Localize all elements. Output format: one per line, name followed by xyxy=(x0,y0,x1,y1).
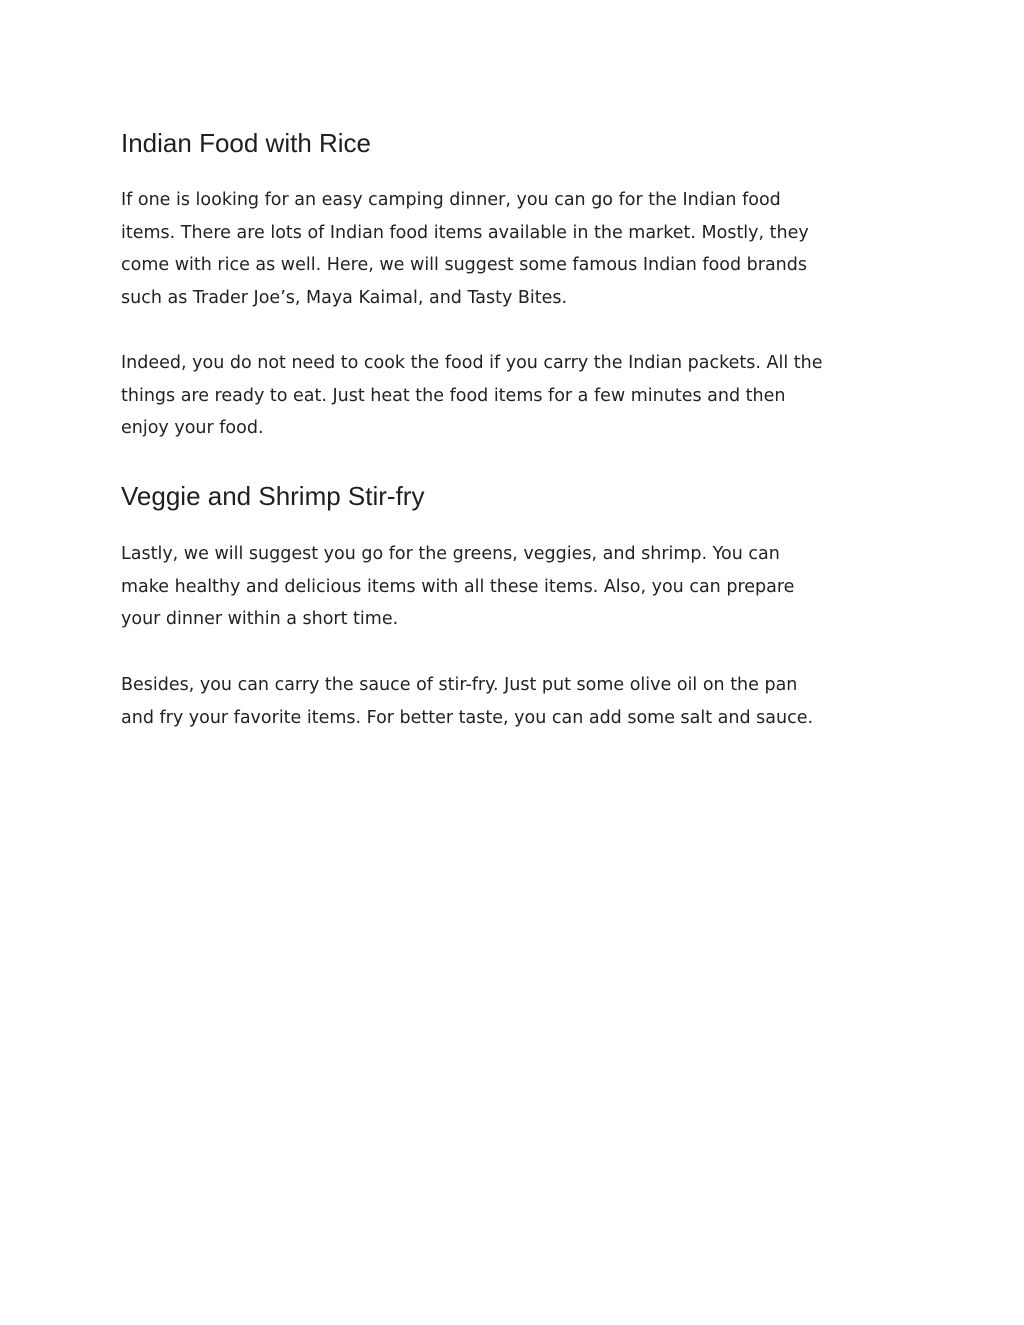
paragraph-line: and fry your favorite items. For better taste, you can add some salt and sauce. xyxy=(121,707,814,728)
paragraph-line: Indeed, you do not need to cook the food if you carry the Indian packets. All the xyxy=(121,353,823,373)
paragraph-line: your dinner within a short time. xyxy=(121,609,399,630)
paragraph-line: make healthy and delicious items with all these items. Also, you can prepare xyxy=(121,576,795,597)
paragraph-line: things are ready to eat. Just heat the food items for a few minutes and then xyxy=(121,385,786,406)
paragraph-stir-fry-sauce xyxy=(121,669,813,734)
paragraph-line: such as Trader Joe’s, Maya Kaimal, and Tasty Bites. xyxy=(121,288,568,309)
paragraph-line: Lastly, we will suggest you go for the greens, veggies, and shrimp. You can xyxy=(121,544,780,564)
section-heading-stir-fry: Veggie and Shrimp Stir-fry xyxy=(121,481,425,511)
paragraph-stir-fry-intro xyxy=(121,538,794,636)
paragraph-line: Besides, you can carry the sauce of stir-fry. Just put some olive oil on the pan xyxy=(121,675,798,695)
paragraph-line: come with rice as well. Here, we will suggest some famous Indian food brands xyxy=(121,255,808,276)
paragraph-indian-ready xyxy=(121,347,822,445)
paragraph-line: enjoy your food. xyxy=(121,418,264,439)
paragraph-line: If one is looking for an easy camping dinner, you can go for the Indian food xyxy=(121,190,781,210)
paragraph-line: items. There are lots of Indian food items available in the market. Mostly, they xyxy=(121,222,809,243)
section-heading-indian-food: Indian Food with Rice xyxy=(121,128,372,158)
paragraph-indian-intro xyxy=(121,184,809,315)
